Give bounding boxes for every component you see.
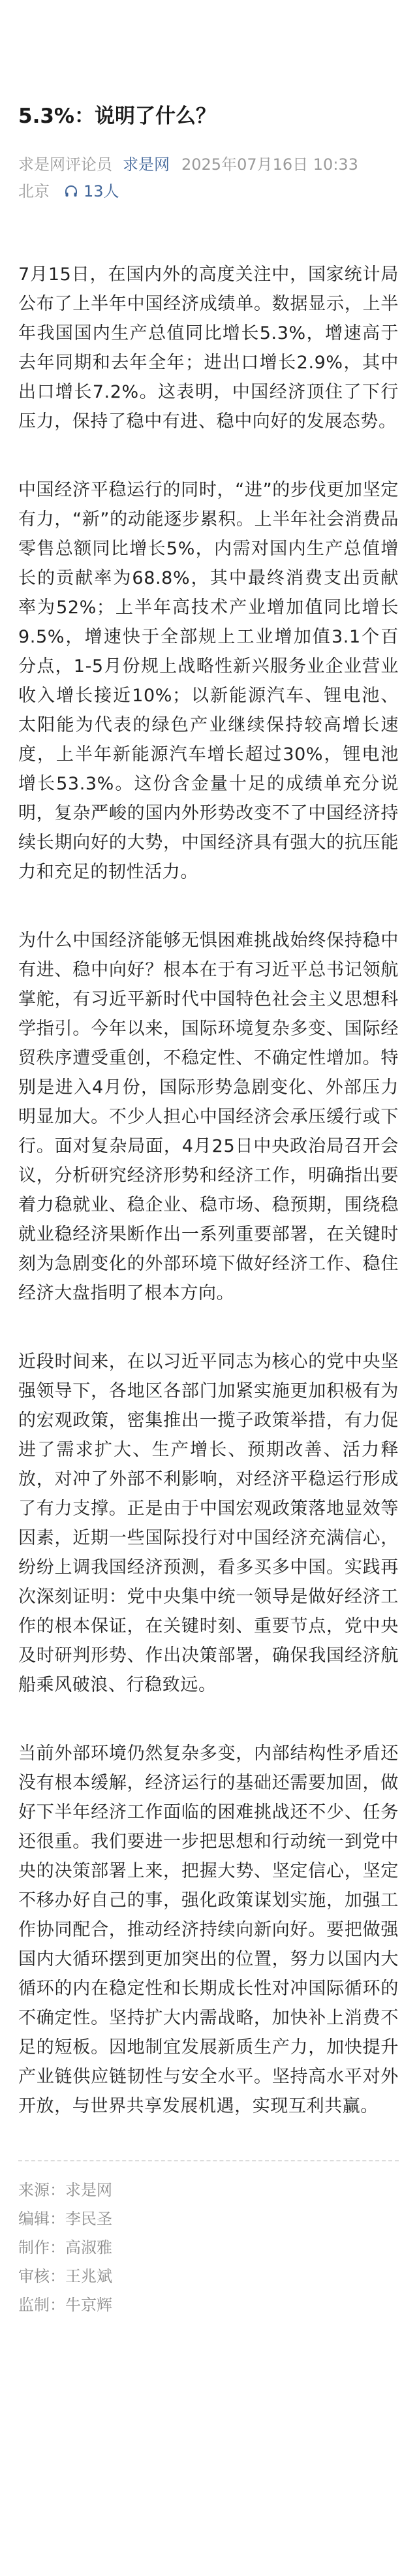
article-title: 5.3%：说明了什么？ [18, 104, 216, 128]
article-paragraph-5: 当前外部环境仍然复杂多变，内部结构性矛盾还没有根本缓解，经济运行的基础还需要加固，做好下半年经济工作面临的困难挑战还不少、任务还很重。我们要进一步把思想和行动统一到党中央的决策部署上来，把握大势、坚定信心，坚定不移办好自己的事，强化政策谋划实施，加强工作协同配合，推动经济持续向新向好。要把做强国内大循环摆到更加突出的位置，努力以国内大循环的内在稳定性和长期成长性对冲国际循环的不确定性。坚持扩大内需战略，加快补上消费不足的短板。因地制宜发展新质生产力，加快提升产业链供应链韧性与安全水平。坚持高水平对外开放，与世界共享发展机遇，实现互利共赢。 [18, 1743, 399, 2116]
credit-label: 审核： [18, 2267, 65, 2285]
credit-value: 李民圣 [65, 2210, 112, 2228]
article-paragraph-2: 中国经济平稳运行的同时，“进”的步伐更加坚定有力，“新”的动能逐步累积。上半年社会消费品零售总额同比增长5%，内需对国内生产总值增长的贡献率为68.8%，其中最终消费支出贡献率为52%；上半年高技术产业增加值同比增长9.5%，增速快于全部规上工业增加值3.1个百分点，1-5月份规上战略性新兴服务业企业营业收入增长接近10%；以新能源汽车、锂电池、太阳能为代表的绿色产业继续保持较高增长速度，上半年新能源汽车增长超过30%，锂电池增长53.3%。这份含金量十足的成绩单充分说明，复杂严峻的国内外形势改变不了中国经济持续长期向好的大势，中国经济具有强大的抗压能力和充足的韧性活力。 [18, 480, 399, 882]
credit-label: 编辑： [18, 2210, 65, 2228]
listen-count[interactable]: 13人 [84, 182, 119, 200]
headset-icon[interactable] [64, 184, 78, 199]
meta-line-location [18, 180, 399, 202]
article-paragraph-1: 7月15日，在国内外的高度关注中，国家统计局公布了上半年中国经济成绩单。数据显示，上半年我国国内生产总值同比增长5.3%，增速高于去年同期和去年全年；进出口增长2.9%，其中出口增长7.2%。这表明，中国经济顶住了下行压力，保持了稳中有进、稳中向好的发展态势。 [18, 264, 399, 432]
credit-label: 监制： [18, 2296, 65, 2314]
credit-label: 制作： [18, 2238, 65, 2257]
article-body [18, 260, 399, 2121]
article-paragraph-3: 为什么中国经济能够无惧困难挑战始终保持稳中有进、稳中向好？根本在于有习近平总书记领航掌舵，有习近平新时代中国特色社会主义思想科学指引。今年以来，国际环境复杂多变、国际经贸秩序遭受重创，不稳定性、不确定性增加。特别是进入4月份，国际形势急剧变化、外部压力明显加大。不少人担心中国经济会承压缓行或下行。面对复杂局面，4月25日中央政治局召开会议，分析研究经济形势和经济工作，明确指出要着力稳就业、稳企业、稳市场、稳预期，围绕稳就业稳经济果断作出一系列重要部署，在关键时刻为急剧变化的外部环境下做好经济工作、稳住经济大盘指明了根本方向。 [18, 930, 399, 1303]
meta-location: 北京 [18, 182, 50, 200]
article-paragraph-4: 近段时间来，在以习近平同志为核心的党中央坚强领导下，各地区各部门加紧实施更加积极有为的宏观政策，密集推出一揽子政策举措，有力促进了需求扩大、生产增长、预期改善、活力释放，对冲了外部不利影响，对经济平稳运行形成了有力支撑。正是由于中国宏观政策落地显效等因素，近期一些国际投行对中国经济充满信心，纷纷上调我国经济预测，看多买多中国。实践再次深刻证明：党中央集中统一领导是做好经济工作的根本保证，在关键时刻、重要节点，党中央及时研判形势、作出决策部署，确保我国经济航船乘风破浪、行稳致远。 [18, 1352, 399, 1695]
meta-timestamp: 2025年07月16日 10:33 [181, 155, 358, 174]
credits-divider [18, 2160, 399, 2161]
credit-editor [18, 2204, 399, 2233]
credit-producer [18, 2233, 399, 2262]
credit-supervisor [18, 2291, 399, 2319]
credit-label: 来源： [18, 2181, 65, 2199]
credit-value: 求是网 [65, 2181, 112, 2199]
meta-line-author [18, 153, 399, 176]
credit-value: 牛京辉 [65, 2296, 112, 2314]
meta-source: 求是网评论员 [18, 155, 112, 174]
meta-account-link[interactable]: 求是网 [123, 155, 170, 174]
credit-value: 高淑雅 [65, 2238, 112, 2257]
credit-source [18, 2176, 399, 2204]
article-meta [18, 153, 399, 202]
credit-value: 王兆斌 [65, 2267, 112, 2285]
credit-reviewer [18, 2262, 399, 2291]
article-credits [18, 2176, 399, 2319]
